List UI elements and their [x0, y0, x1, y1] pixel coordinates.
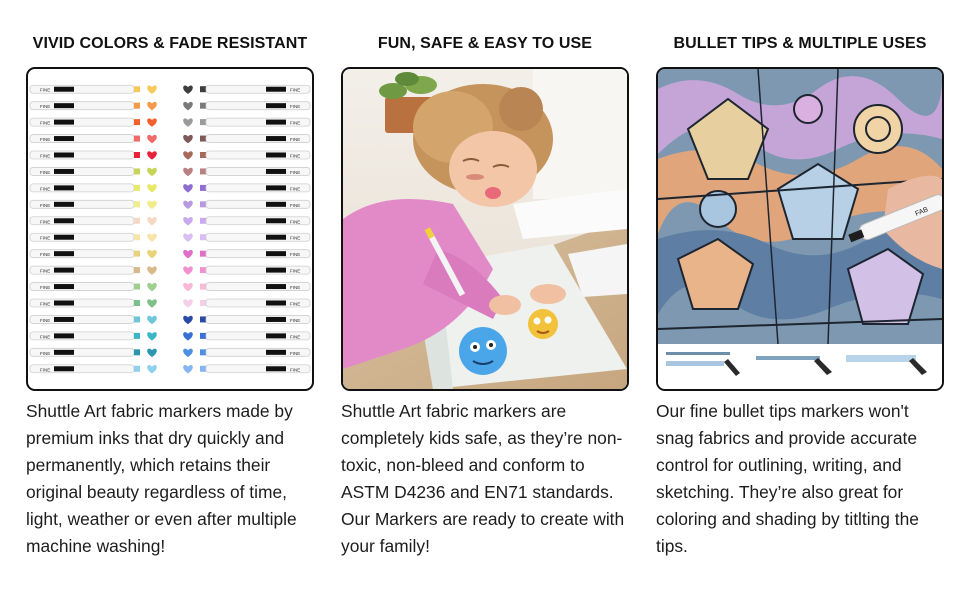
- marker-print: FINE: [290, 219, 301, 225]
- marker-color-cap: [134, 300, 140, 306]
- marker-color-cap: [134, 284, 140, 290]
- color-heart-right: [183, 151, 193, 159]
- marker-color-cap: [134, 366, 140, 372]
- marker-tip: [266, 350, 286, 355]
- marker-tip: [266, 185, 286, 190]
- color-heart-right: [183, 201, 193, 209]
- marker-color-cap: [134, 234, 140, 240]
- marker-tip: [54, 301, 74, 306]
- markers-palette-image: [26, 67, 314, 391]
- marker-tip: [266, 268, 286, 273]
- marker-print: FINE: [290, 301, 301, 307]
- marker-tip: [266, 120, 286, 125]
- panel-heading: FUN, SAFE & EASY TO USE: [377, 35, 593, 52]
- doodle-art-image: [656, 67, 944, 391]
- marker-tip: [54, 218, 74, 223]
- marker-tip: [266, 317, 286, 322]
- marker-color-cap: [134, 349, 140, 355]
- marker-tip: [266, 284, 286, 289]
- panel-heading: BULLET TIPS & MULTIPLE USES: [673, 35, 927, 52]
- color-heart-left: [147, 250, 157, 258]
- marker-tip: [54, 103, 74, 108]
- marker-color-cap: [134, 136, 140, 142]
- marker-color-cap: [200, 366, 206, 372]
- marker-print: FINE: [40, 87, 51, 93]
- marker-tip: [54, 317, 74, 322]
- marker-color-cap: [200, 168, 206, 174]
- marker-color-cap: [134, 316, 140, 322]
- marker-print: FINE: [290, 186, 301, 192]
- color-heart-right: [183, 266, 193, 274]
- marker-print: FINE: [40, 169, 51, 175]
- color-heart-right: [183, 85, 193, 93]
- marker-print: FINE: [290, 120, 301, 126]
- marker-color-cap: [134, 251, 140, 257]
- marker-color-cap: [134, 168, 140, 174]
- color-heart-left: [147, 184, 157, 192]
- marker-color-cap: [134, 333, 140, 339]
- child-drawing-illustration: [343, 69, 627, 389]
- color-heart-left: [147, 135, 157, 143]
- marker-print: FINE: [40, 120, 51, 126]
- color-heart-right: [183, 135, 193, 143]
- marker-print: FINE: [290, 235, 301, 241]
- color-heart-left: [147, 316, 157, 324]
- marker-tip: [54, 235, 74, 240]
- color-heart-right: [183, 233, 193, 241]
- marker-tip: [266, 235, 286, 240]
- marker-print: FINE: [40, 235, 51, 241]
- color-heart-right: [183, 217, 193, 225]
- color-heart-right: [183, 365, 193, 373]
- color-heart-right: [183, 332, 193, 340]
- marker-print: FINE: [290, 350, 301, 356]
- marker-color-cap: [200, 201, 206, 207]
- color-heart-left: [147, 266, 157, 274]
- marker-color-cap: [134, 86, 140, 92]
- color-heart-right: [183, 184, 193, 192]
- marker-color-cap: [200, 349, 206, 355]
- marker-print: FINE: [40, 186, 51, 192]
- color-heart-left: [147, 299, 157, 307]
- marker-tip: [54, 136, 74, 141]
- color-heart-left: [147, 217, 157, 225]
- marker-color-cap: [200, 234, 206, 240]
- marker-tip: [266, 218, 286, 223]
- marker-tip: [54, 366, 74, 371]
- color-heart-right: [183, 168, 193, 176]
- marker-color-cap: [200, 300, 206, 306]
- marker-print: FAB: [914, 206, 930, 218]
- marker-color-cap: [200, 103, 206, 109]
- marker-print: FINE: [290, 317, 301, 323]
- marker-print: FINE: [40, 317, 51, 323]
- panel-vivid-colors: [26, 0, 314, 600]
- color-heart-left: [147, 349, 157, 357]
- color-heart-left: [147, 201, 157, 209]
- color-heart-left: [147, 102, 157, 110]
- marker-tip: [266, 366, 286, 371]
- color-heart-left: [147, 151, 157, 159]
- marker-print: FINE: [290, 252, 301, 258]
- marker-print: FINE: [40, 367, 51, 373]
- marker-color-cap: [200, 333, 206, 339]
- marker-print: FINE: [290, 104, 301, 110]
- color-heart-right: [183, 118, 193, 126]
- marker-print: FINE: [40, 301, 51, 307]
- marker-tip: [266, 202, 286, 207]
- color-heart-right: [183, 102, 193, 110]
- marker-color-cap: [134, 152, 140, 158]
- marker-tip: [266, 136, 286, 141]
- marker-tip: [54, 251, 74, 256]
- marker-print: FINE: [40, 334, 51, 340]
- marker-print: FINE: [40, 268, 51, 274]
- panel-description: Shuttle Art fabric markers made by premium inks that dry quickly and permanently, which retains their original beauty regardless of time, light, weather or even after multiple machine washing!: [26, 401, 297, 556]
- marker-color-cap: [200, 218, 206, 224]
- marker-color-cap: [134, 201, 140, 207]
- color-heart-left: [147, 283, 157, 291]
- marker-print: FINE: [40, 202, 51, 208]
- marker-tip: [54, 350, 74, 355]
- marker-tip: [54, 284, 74, 289]
- marker-tip: [54, 333, 74, 338]
- color-heart-right: [183, 250, 193, 258]
- marker-tip: [54, 87, 74, 92]
- marker-tip: [266, 103, 286, 108]
- markers-palette-illustration: [28, 69, 312, 389]
- marker-color-cap: [200, 152, 206, 158]
- marker-color-cap: [134, 267, 140, 273]
- color-heart-right: [183, 349, 193, 357]
- marker-print: FINE: [290, 334, 301, 340]
- marker-print: FINE: [290, 202, 301, 208]
- marker-print: FINE: [290, 268, 301, 274]
- panel-description: Shuttle Art fabric markers are completely kids safe, as they’re non-toxic, non-bleed and conform to ASTM D4236 and EN71 standards. Our Markers are ready to create with your family!: [341, 401, 625, 556]
- panel-bullet-tips: [656, 0, 944, 600]
- marker-tip: [54, 268, 74, 273]
- marker-color-cap: [134, 218, 140, 224]
- marker-tip: [266, 251, 286, 256]
- marker-color-cap: [200, 251, 206, 257]
- marker-tip: [266, 169, 286, 174]
- marker-color-cap: [134, 185, 140, 191]
- marker-print: FINE: [290, 87, 301, 93]
- marker-tip: [54, 153, 74, 158]
- marker-tip: [266, 153, 286, 158]
- marker-color-cap: [200, 316, 206, 322]
- panel-fun-safe: [341, 0, 629, 600]
- color-heart-left: [147, 118, 157, 126]
- panel-description: Our fine bullet tips markers won't snag fabrics and provide accurate control for outlining, writing, and sketching. They’re also great for coloring and shading by titlting the tips.: [656, 401, 919, 556]
- color-heart-left: [147, 168, 157, 176]
- marker-print: FINE: [40, 153, 51, 159]
- color-heart-left: [147, 365, 157, 373]
- panel-heading: VIVID COLORS & FADE RESISTANT: [32, 35, 308, 52]
- marker-print: FINE: [40, 219, 51, 225]
- color-heart-right: [183, 283, 193, 291]
- marker-tip: [266, 87, 286, 92]
- marker-tip: [54, 185, 74, 190]
- marker-print: FINE: [290, 285, 301, 291]
- marker-print: FINE: [40, 104, 51, 110]
- marker-color-cap: [134, 103, 140, 109]
- marker-print: FINE: [40, 285, 51, 291]
- color-heart-right: [183, 316, 193, 324]
- marker-color-cap: [200, 119, 206, 125]
- marker-print: FINE: [290, 153, 301, 159]
- marker-tip: [266, 333, 286, 338]
- marker-print: FINE: [290, 169, 301, 175]
- color-heart-right: [183, 299, 193, 307]
- marker-print: FINE: [40, 350, 51, 356]
- marker-tip: [54, 169, 74, 174]
- marker-color-cap: [200, 267, 206, 273]
- marker-print: FINE: [40, 137, 51, 143]
- marker-tip: [266, 301, 286, 306]
- color-heart-left: [147, 85, 157, 93]
- color-heart-left: [147, 332, 157, 340]
- marker-color-cap: [200, 185, 206, 191]
- marker-tip: [54, 202, 74, 207]
- marker-color-cap: [200, 136, 206, 142]
- marker-print: FINE: [290, 137, 301, 143]
- marker-color-cap: [200, 284, 206, 290]
- marker-print: FINE: [290, 367, 301, 373]
- doodle-art-illustration: [658, 69, 942, 389]
- color-heart-left: [147, 233, 157, 241]
- marker-color-cap: [200, 86, 206, 92]
- marker-color-cap: [134, 119, 140, 125]
- marker-tip: [54, 120, 74, 125]
- child-drawing-image: [341, 67, 629, 391]
- marker-print: FINE: [40, 252, 51, 258]
